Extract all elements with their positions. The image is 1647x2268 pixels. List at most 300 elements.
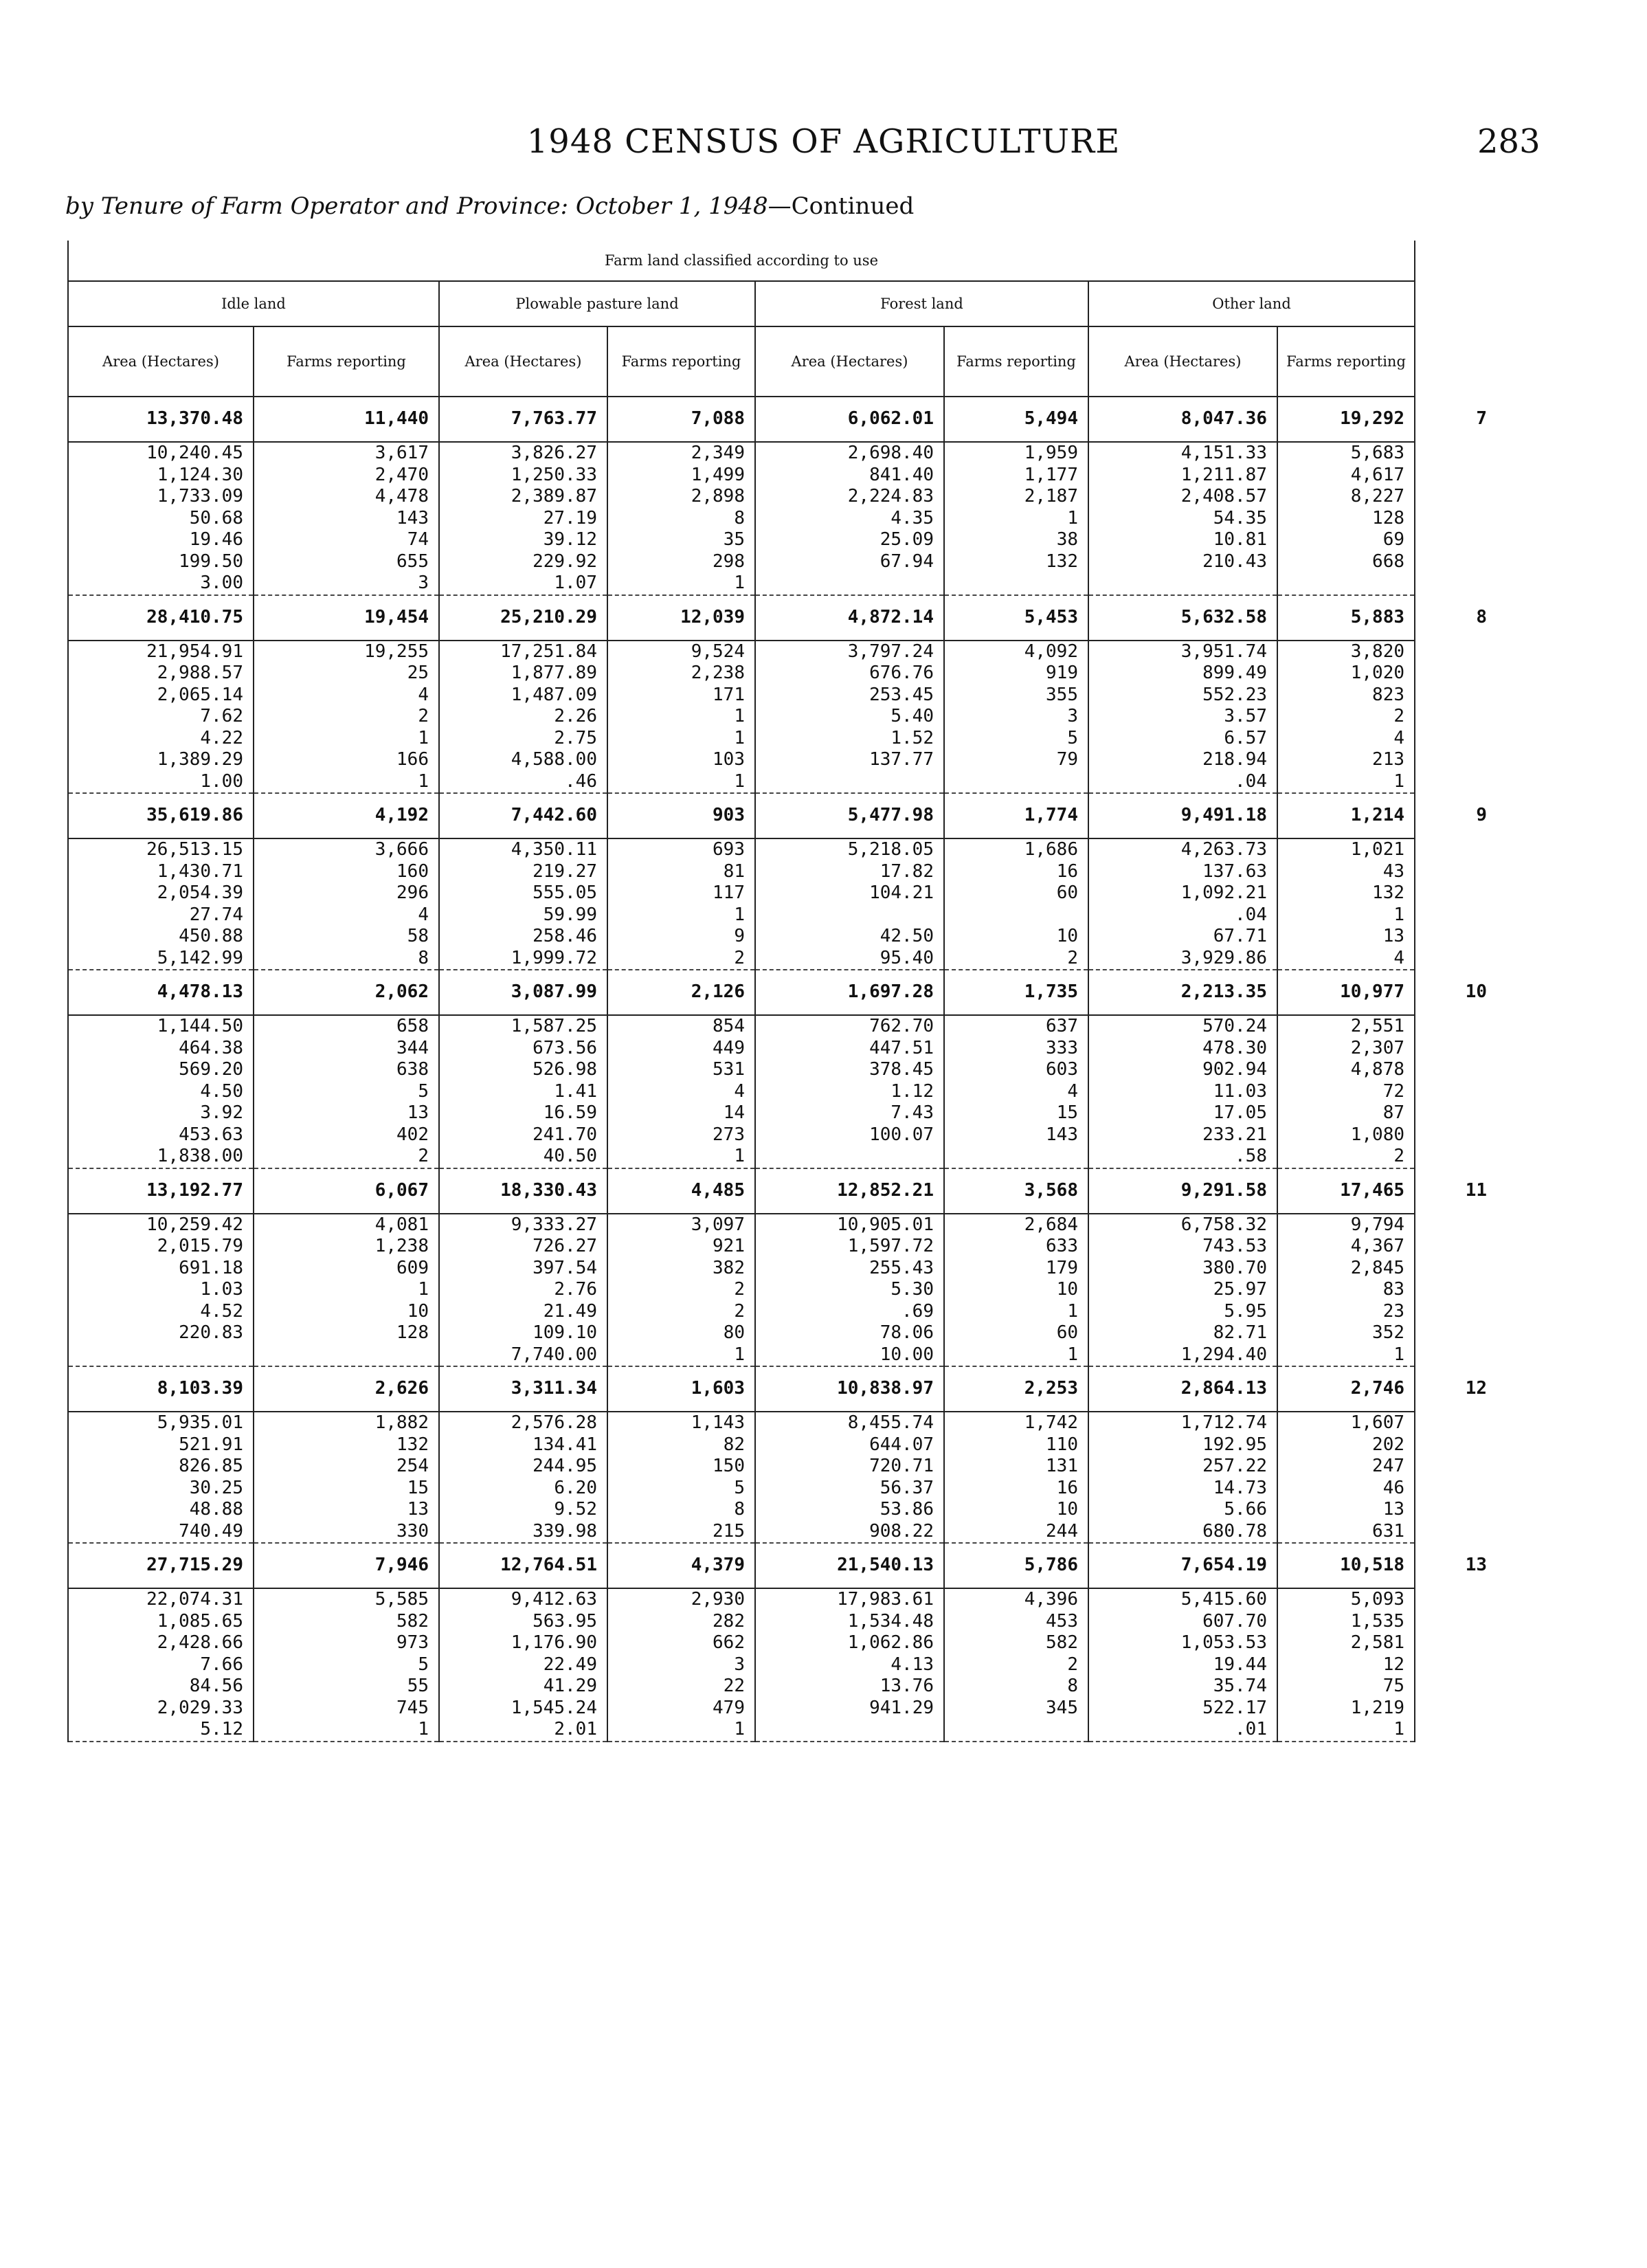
table-cell: 132 <box>1277 882 1415 904</box>
table-cell: 10 <box>944 1499 1088 1521</box>
row-number-spacer <box>1415 1059 1497 1081</box>
table-row <box>68 1279 1497 1301</box>
row-number-spacer <box>1415 1719 1497 1742</box>
table-cell: 378.45 <box>755 1059 944 1081</box>
total-cell: 7,763.77 <box>439 397 607 442</box>
table-cell: 2.01 <box>439 1719 607 1742</box>
table-cell: 15 <box>944 1102 1088 1124</box>
row-number-spacer <box>1415 1676 1497 1698</box>
table-cell: 1 <box>607 904 755 926</box>
table-cell: 330 <box>254 1521 439 1544</box>
total-cell: 27,715.29 <box>68 1543 254 1588</box>
table-cell: 4.35 <box>755 508 944 530</box>
section-total-row <box>68 595 1497 641</box>
table-cell: 40.50 <box>439 1146 607 1168</box>
total-cell: 5,883 <box>1277 595 1415 641</box>
table-cell: 247 <box>1277 1456 1415 1478</box>
table-cell: 5 <box>254 1081 439 1103</box>
table-row <box>68 551 1497 573</box>
table-cell: 273 <box>607 1124 755 1146</box>
table-cell: 258.46 <box>439 926 607 948</box>
row-number-spacer <box>1415 641 1497 663</box>
table-cell: 345 <box>944 1698 1088 1720</box>
table-row <box>68 1521 1497 1544</box>
table-cell: 128 <box>254 1322 439 1344</box>
table-cell: 5,935.01 <box>68 1412 254 1434</box>
table-cell: 720.71 <box>755 1456 944 1478</box>
table-cell: 1 <box>607 728 755 750</box>
table-cell: 1 <box>607 771 755 794</box>
table-body <box>68 397 1497 1742</box>
table-row <box>68 1499 1497 1521</box>
table-cell: 607.70 <box>1088 1611 1277 1633</box>
table-cell: 644.07 <box>755 1434 944 1456</box>
table-cell: 13.76 <box>755 1676 944 1698</box>
row-number-spacer <box>1415 465 1497 487</box>
table-cell: 673.56 <box>439 1038 607 1060</box>
table-cell: 9,524 <box>607 641 755 663</box>
table-row <box>68 1059 1497 1081</box>
table-cell: 2 <box>254 1146 439 1168</box>
table-cell: 3,929.86 <box>1088 948 1277 970</box>
table-cell: 3,666 <box>254 838 439 861</box>
table-cell: 1,999.72 <box>439 948 607 970</box>
table-cell: 100.07 <box>755 1124 944 1146</box>
table-cell: 9 <box>607 926 755 948</box>
table-cell: 48.88 <box>68 1499 254 1521</box>
total-cell: 12,039 <box>607 595 755 641</box>
table-cell: 2.76 <box>439 1279 607 1301</box>
table-cell: 5 <box>607 1478 755 1500</box>
table-cell: 3 <box>944 706 1088 728</box>
table-cell: 4.50 <box>68 1081 254 1103</box>
table-cell: 4,367 <box>1277 1236 1415 1258</box>
table-cell: 54.35 <box>1088 508 1277 530</box>
table-cell: 1,535 <box>1277 1611 1415 1633</box>
table-cell: 1,144.50 <box>68 1015 254 1038</box>
table-row <box>68 1322 1497 1344</box>
table-cell: 74 <box>254 529 439 551</box>
total-cell: 7,088 <box>607 397 755 442</box>
total-cell: 5,786 <box>944 1543 1088 1588</box>
total-cell: 19,454 <box>254 595 439 641</box>
total-cell: 7,654.19 <box>1088 1543 1277 1588</box>
row-number-spacer <box>1415 1478 1497 1500</box>
table-cell: 131 <box>944 1456 1088 1478</box>
table-cell: 4,396 <box>944 1588 1088 1611</box>
table-cell: 17.82 <box>755 861 944 883</box>
table-row <box>68 1698 1497 1720</box>
table-cell: 2,029.33 <box>68 1698 254 1720</box>
table-cell: 5.40 <box>755 706 944 728</box>
table-cell: 740.49 <box>68 1521 254 1544</box>
table-cell <box>254 1344 439 1367</box>
table-cell: 2,065.14 <box>68 685 254 707</box>
table-cell: 5 <box>254 1654 439 1676</box>
table-row <box>68 1038 1497 1060</box>
row-number-spacer <box>1415 1081 1497 1103</box>
table-cell <box>755 1719 944 1742</box>
table-cell: 521.91 <box>68 1434 254 1456</box>
table-cell: 676.76 <box>755 663 944 685</box>
table-cell <box>944 572 1088 595</box>
table-row <box>68 771 1497 794</box>
table-cell: 25 <box>254 663 439 685</box>
table-row <box>68 1588 1497 1611</box>
table-cell: 83 <box>1277 1279 1415 1301</box>
table-cell: 2 <box>607 948 755 970</box>
table-cell <box>1277 572 1415 595</box>
total-cell: 2,126 <box>607 970 755 1015</box>
table-cell: 1 <box>607 1719 755 1742</box>
table-row <box>68 1344 1497 1367</box>
table-cell: 1,882 <box>254 1412 439 1434</box>
row-number-spacer <box>1415 1456 1497 1478</box>
table-cell: 1 <box>1277 904 1415 926</box>
table-cell: 7,740.00 <box>439 1344 607 1367</box>
table-cell: 4.22 <box>68 728 254 750</box>
table-cell <box>944 1146 1088 1168</box>
table-cell: 582 <box>944 1632 1088 1654</box>
table-row <box>68 1102 1497 1124</box>
row-number: 7 <box>1476 408 1488 430</box>
table-cell: 137.77 <box>755 749 944 771</box>
table-cell: 82.71 <box>1088 1322 1277 1344</box>
total-cell: 7,442.60 <box>439 793 607 838</box>
table-row <box>68 728 1497 750</box>
total-cell: 3,087.99 <box>439 970 607 1015</box>
table-cell: 552.23 <box>1088 685 1277 707</box>
table-cell: 1 <box>944 1344 1088 1367</box>
table-cell: 453 <box>944 1611 1088 1633</box>
table-cell: 2.75 <box>439 728 607 750</box>
table-cell: 854 <box>607 1015 755 1038</box>
table-cell: 5,142.99 <box>68 948 254 970</box>
table-row <box>68 1412 1497 1434</box>
table-cell: 2,581 <box>1277 1632 1415 1654</box>
table-row <box>68 685 1497 707</box>
table-cell: 5,093 <box>1277 1588 1415 1611</box>
table-cell: 241.70 <box>439 1124 607 1146</box>
table-cell: 1,877.89 <box>439 663 607 685</box>
section-total-row <box>68 397 1497 442</box>
row-number-spacer <box>1415 1611 1497 1633</box>
table-cell: 2,930 <box>607 1588 755 1611</box>
table-cell: 82 <box>607 1434 755 1456</box>
total-cell: 10,977 <box>1277 970 1415 1015</box>
table-cell: 380.70 <box>1088 1258 1277 1280</box>
table-cell: 8,227 <box>1277 486 1415 508</box>
table-cell: 823 <box>1277 685 1415 707</box>
row-number: 13 <box>1465 1555 1488 1576</box>
total-cell: 4,192 <box>254 793 439 838</box>
table-cell: 26,513.15 <box>68 838 254 861</box>
table-cell: 10,240.45 <box>68 442 254 465</box>
table-cell: 10 <box>944 1279 1088 1301</box>
table-cell: 11.03 <box>1088 1081 1277 1103</box>
table-cell: 609 <box>254 1258 439 1280</box>
table-cell: 244 <box>944 1521 1088 1544</box>
table-cell: 8 <box>607 508 755 530</box>
col-header-pasture-farms: Farms reporting <box>607 326 755 397</box>
total-cell: 5,632.58 <box>1088 595 1277 641</box>
group-plowable-pasture: Plowable pasture land <box>439 281 755 326</box>
table-cell: 2 <box>944 1654 1088 1676</box>
table-cell: 39.12 <box>439 529 607 551</box>
table-cell: 218.94 <box>1088 749 1277 771</box>
table-cell: 3,797.24 <box>755 641 944 663</box>
total-cell: 1,735 <box>944 970 1088 1015</box>
table-row <box>68 1611 1497 1633</box>
table-cell: 8,455.74 <box>755 1412 944 1434</box>
table-cell: 637 <box>944 1015 1088 1038</box>
table-cell: 132 <box>944 551 1088 573</box>
table-cell: 6,758.32 <box>1088 1214 1277 1236</box>
row-number-spacer <box>1415 572 1497 595</box>
table-cell: .69 <box>755 1301 944 1323</box>
table-cell: 17,251.84 <box>439 641 607 663</box>
table-cell: 1 <box>944 508 1088 530</box>
table-cell: 17.05 <box>1088 1102 1277 1124</box>
table-cell <box>944 904 1088 926</box>
table-cell: 2,988.57 <box>68 663 254 685</box>
table-cell: 3 <box>607 1654 755 1676</box>
table-cell: 35 <box>607 529 755 551</box>
total-cell: 19,292 <box>1277 397 1415 442</box>
table-cell: 110 <box>944 1434 1088 1456</box>
page-number: 283 <box>1477 122 1540 161</box>
table-row <box>68 641 1497 663</box>
total-cell: 11,440 <box>254 397 439 442</box>
table-cell: 192.95 <box>1088 1434 1277 1456</box>
table-cell: 479 <box>607 1698 755 1720</box>
table-cell: 2,428.66 <box>68 1632 254 1654</box>
table-cell: 5.66 <box>1088 1499 1277 1521</box>
table-cell: 449 <box>607 1038 755 1060</box>
table-cell: 355 <box>944 685 1088 707</box>
table-cell: 4,081 <box>254 1214 439 1236</box>
row-number-spacer <box>1415 551 1497 573</box>
total-cell: 2,253 <box>944 1366 1088 1412</box>
table-cell: 9.52 <box>439 1499 607 1521</box>
table-row <box>68 663 1497 685</box>
table-row <box>68 529 1497 551</box>
table-cell: 1,021 <box>1277 838 1415 861</box>
table-cell: 9,333.27 <box>439 1214 607 1236</box>
table-cell: 526.98 <box>439 1059 607 1081</box>
table-cell: 46 <box>1277 1478 1415 1500</box>
table-cell: 4 <box>1277 728 1415 750</box>
table-cell: 233.21 <box>1088 1124 1277 1146</box>
table-cell: 1 <box>254 1719 439 1742</box>
table-cell: 79 <box>944 749 1088 771</box>
table-cell: 10.81 <box>1088 529 1277 551</box>
total-cell: 28,410.75 <box>68 595 254 641</box>
table-cell: 13 <box>254 1102 439 1124</box>
table-cell: 8 <box>944 1676 1088 1698</box>
row-number-spacer <box>1415 1038 1497 1060</box>
table-cell: 254 <box>254 1456 439 1478</box>
table-row <box>68 508 1497 530</box>
table-cell: 60 <box>944 882 1088 904</box>
table-cell: 1 <box>1277 1719 1415 1742</box>
table-cell: 67.71 <box>1088 926 1277 948</box>
table-cell: .58 <box>1088 1146 1277 1168</box>
table-cell: 1,733.09 <box>68 486 254 508</box>
table-row <box>68 486 1497 508</box>
table-cell: 919 <box>944 663 1088 685</box>
table-row <box>68 882 1497 904</box>
table-cell: 4 <box>607 1081 755 1103</box>
table-cell <box>944 771 1088 794</box>
table-cell: 9,794 <box>1277 1214 1415 1236</box>
table-cell: 1,499 <box>607 465 755 487</box>
section-total-row <box>68 1543 1497 1588</box>
table-cell: 21,954.91 <box>68 641 254 663</box>
row-number-spacer <box>1415 728 1497 750</box>
table-cell: 13 <box>1277 926 1415 948</box>
table-cell: 2,054.39 <box>68 882 254 904</box>
table-cell: 1,742 <box>944 1412 1088 1434</box>
table-cell: 582 <box>254 1611 439 1633</box>
subtitle-suffix: —Continued <box>768 192 915 220</box>
table-cell: 213 <box>1277 749 1415 771</box>
table-cell: 4,151.33 <box>1088 442 1277 465</box>
total-cell: 12,764.51 <box>439 1543 607 1588</box>
table-cell: 137.63 <box>1088 861 1277 883</box>
table-cell: 13 <box>1277 1499 1415 1521</box>
col-header-idle-farms: Farms reporting <box>254 326 439 397</box>
total-cell: 2,213.35 <box>1088 970 1277 1015</box>
table-cell: 42.50 <box>755 926 944 948</box>
table-cell: 10,905.01 <box>755 1214 944 1236</box>
table-cell: 27.19 <box>439 508 607 530</box>
total-cell: 9,291.58 <box>1088 1168 1277 1214</box>
table-cell: 9,412.63 <box>439 1588 607 1611</box>
table-cell: 16.59 <box>439 1102 607 1124</box>
row-number: 8 <box>1476 606 1488 627</box>
table-cell: 4 <box>254 904 439 926</box>
table-cell: 743.53 <box>1088 1236 1277 1258</box>
table-cell: 2 <box>607 1279 755 1301</box>
table-cell <box>755 572 944 595</box>
table-cell: 72 <box>1277 1081 1415 1103</box>
table-cell: 464.38 <box>68 1038 254 1060</box>
table-cell: 3.57 <box>1088 706 1277 728</box>
row-number-spacer <box>1415 486 1497 508</box>
total-cell: 18,330.43 <box>439 1168 607 1214</box>
table-row <box>68 572 1497 595</box>
table-cell: 1 <box>607 572 755 595</box>
table-cell: 25.09 <box>755 529 944 551</box>
row-number-spacer <box>1415 706 1497 728</box>
table-cell: 1,092.21 <box>1088 882 1277 904</box>
row-number-spacer <box>1415 1654 1497 1676</box>
table-cell: 633 <box>944 1236 1088 1258</box>
table-cell: 2,349 <box>607 442 755 465</box>
total-cell: 7,946 <box>254 1543 439 1588</box>
row-number-spacer <box>1415 1344 1497 1367</box>
table-cell: 921 <box>607 1236 755 1258</box>
table-row <box>68 1301 1497 1323</box>
table-cell: 1 <box>607 1344 755 1367</box>
table-subtitle <box>65 192 914 220</box>
table-cell: 166 <box>254 749 439 771</box>
row-number-spacer <box>1415 749 1497 771</box>
table-cell: 1.00 <box>68 771 254 794</box>
table-cell: 215 <box>607 1521 755 1544</box>
table-cell: 7.62 <box>68 706 254 728</box>
table-cell: 229.92 <box>439 551 607 573</box>
table-cell: 2,684 <box>944 1214 1088 1236</box>
table-cell: 296 <box>254 882 439 904</box>
table-cell: 2,389.87 <box>439 486 607 508</box>
table-cell <box>755 1146 944 1168</box>
table-cell: 7.43 <box>755 1102 944 1124</box>
row-number: 9 <box>1476 805 1488 826</box>
table-cell: 55 <box>254 1676 439 1698</box>
table-cell: 22.49 <box>439 1654 607 1676</box>
table-cell: 150 <box>607 1456 755 1478</box>
total-cell: 8,103.39 <box>68 1366 254 1412</box>
group-other-land: Other land <box>1088 281 1415 326</box>
table-cell: 397.54 <box>439 1258 607 1280</box>
table-cell: 199.50 <box>68 551 254 573</box>
row-number-spacer <box>1415 926 1497 948</box>
table-cell: 762.70 <box>755 1015 944 1038</box>
table-cell: 35.74 <box>1088 1676 1277 1698</box>
table-cell: 3,617 <box>254 442 439 465</box>
col-header-idle-area: Area (Hectares) <box>68 326 254 397</box>
total-cell: 2,626 <box>254 1366 439 1412</box>
table-cell: 1,062.86 <box>755 1632 944 1654</box>
row-number-spacer <box>1415 508 1497 530</box>
table-cell: 4,878 <box>1277 1059 1415 1081</box>
table-cell: 4 <box>254 685 439 707</box>
table-cell: 2 <box>607 1301 755 1323</box>
table-cell: 22,074.31 <box>68 1588 254 1611</box>
table-cell: 2.26 <box>439 706 607 728</box>
table-cell: 1 <box>254 728 439 750</box>
table-cell: 1 <box>254 771 439 794</box>
table-cell: 298 <box>607 551 755 573</box>
table-cell: 30.25 <box>68 1478 254 1500</box>
total-cell: 5,494 <box>944 397 1088 442</box>
table-cell <box>1088 572 1277 595</box>
table-cell: 1,487.09 <box>439 685 607 707</box>
table-cell: 668 <box>1277 551 1415 573</box>
total-cell: 5,453 <box>944 595 1088 641</box>
row-number-spacer <box>1415 1146 1497 1168</box>
table-row <box>68 1478 1497 1500</box>
table-cell: 17,983.61 <box>755 1588 944 1611</box>
table-cell: 4 <box>944 1081 1088 1103</box>
table-cell: 117 <box>607 882 755 904</box>
table-cell: 50.68 <box>68 508 254 530</box>
table-cell: 5,415.60 <box>1088 1588 1277 1611</box>
table-cell: 1,534.48 <box>755 1611 944 1633</box>
table-row <box>68 1214 1497 1236</box>
col-header-other-area: Area (Hectares) <box>1088 326 1277 397</box>
table-cell: 143 <box>944 1124 1088 1146</box>
table-cell: 210.43 <box>1088 551 1277 573</box>
table-cell: 282 <box>607 1611 755 1633</box>
table-row <box>68 838 1497 861</box>
table-row <box>68 1632 1497 1654</box>
total-cell: 9,491.18 <box>1088 793 1277 838</box>
row-number-spacer <box>1415 1015 1497 1038</box>
table-cell: 255.43 <box>755 1258 944 1280</box>
